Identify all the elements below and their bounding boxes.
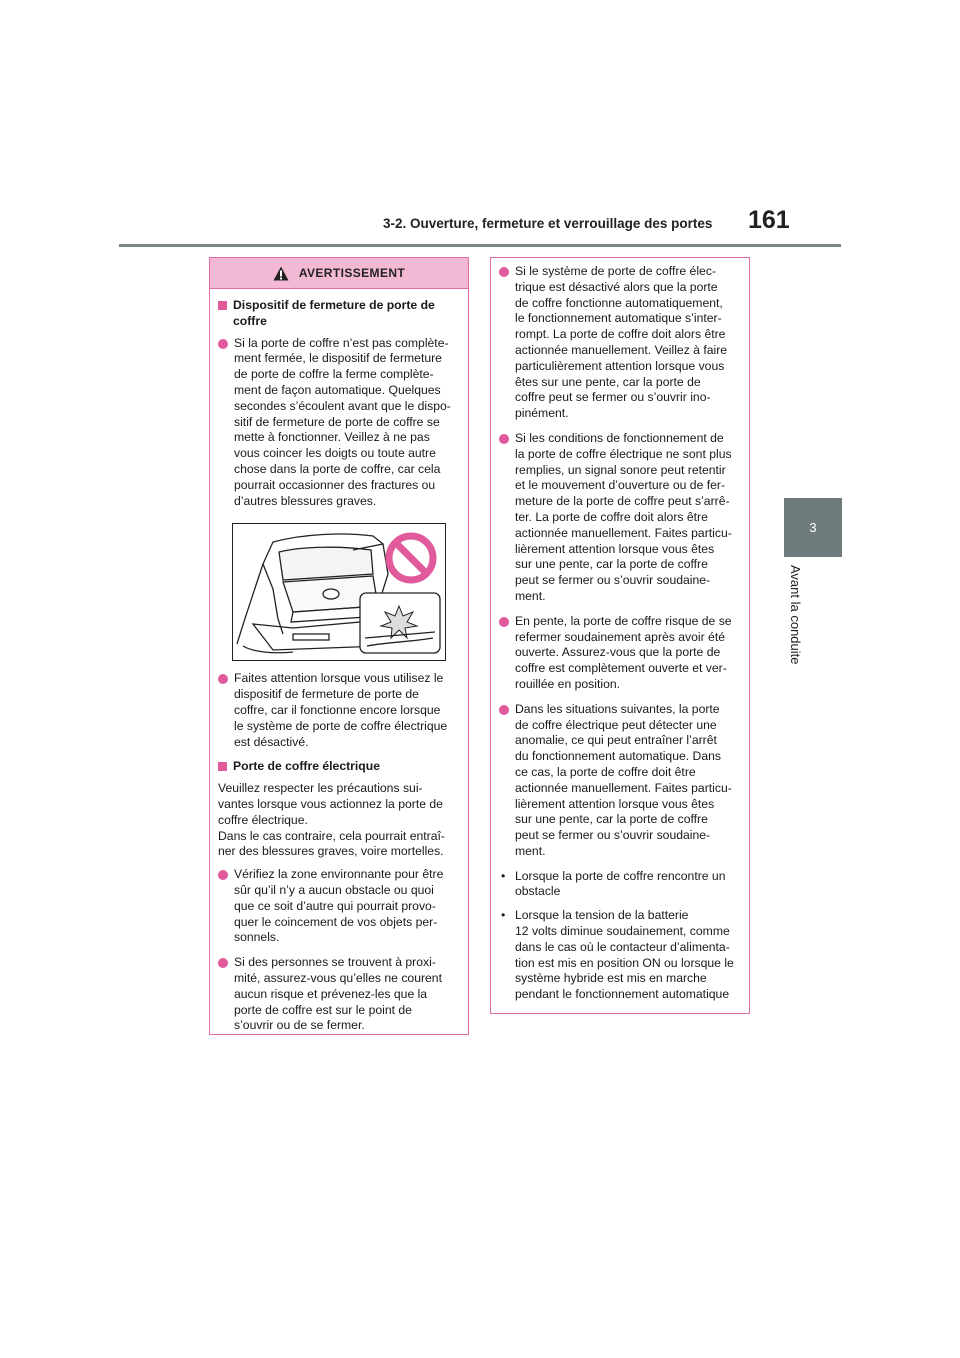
warning-content-right (491, 258, 749, 1003)
list-item (499, 431, 741, 605)
list-item-text: Dans les situations suivantes, la porte de coffre électrique peut détecter une anomalie, ce qui peut entraîner l’arrêt du fonctionnement automatique. Dans ce cas, la porte de coffre doit être actionnée manuellement. Faites particu- lièrement attention lorsque vous êtes sur une pente, car la porte de coffre peut se fermer ou s’ouvrir soudaine- ment. (515, 701, 732, 858)
bullet-dot-icon (499, 705, 509, 715)
header-section-title: 3-2. Ouverture, fermeture et verrouillage des portes (383, 216, 713, 231)
section-title (218, 298, 460, 330)
header-rule (119, 244, 841, 247)
bullet-dot-icon (218, 339, 228, 349)
prohibited-sign-icon (385, 532, 437, 584)
section-title (218, 759, 460, 775)
chapter-tab[interactable] (784, 498, 842, 557)
sub-list-item (501, 908, 741, 1003)
bullet-dot-icon (499, 267, 509, 277)
sub-bullet-marker: • (501, 908, 506, 923)
bullet-dot-icon (499, 617, 509, 627)
chapter-label: Avant la conduite (788, 565, 803, 665)
warning-triangle-icon (273, 266, 289, 281)
list-item-text: Si la porte de coffre n’est pas complète- ment fermée, le dispositif de fermeture de porte de coffre la ferme complète- ment de façon automatique. Quelques secondes s’écoulent avant que le dispo- sitif de fermeture de porte de coffre se mette à fonctionner. Veillez à ne pas vous coincer les doigts ou toute autre chose dans la porte de coffre, car cela pourrait occasionner des fractures ou d’autres blessures graves. (234, 335, 451, 508)
bullet-dot-icon (218, 674, 228, 684)
tailgate-warning-illustration (232, 523, 446, 661)
chapter-label-wrap (748, 565, 878, 665)
sub-list-item-text: Lorsque la porte de coffre rencontre un obstacle (515, 868, 726, 899)
list-item-text: Si les conditions de fonctionnement de la porte de coffre électrique ne sont plus remplies, un signal sonore peut retentir et le mouvement d’ouverture ou de fer- meture de la porte de coffre peut s’arrê- ter. La porte de coffre doit alors être actionnée manuellement. Faites particu- lièrement attention lorsque vous êtes sur une pente, car la porte de coffre peut se fermer ou s’ouvrir soudaine- ment. (515, 430, 732, 603)
bullet-dot-icon (499, 434, 509, 444)
warning-content-left (210, 289, 468, 1034)
paragraph: Veuillez respecter les précautions sui- vantes lorsque vous actionnez la porte de coffre électrique. Dans le cas contraire, cela pourrait entraî- ner des blessures graves, voire mortelles. (218, 781, 445, 859)
sub-list-item-text: Lorsque la tension de la batterie 12 volts diminue soudainement, comme dans le cas où le contacteur d’alimenta- tion est mis en position ON ou lorsque le système hybride est mis en marche pendant le fonctionnement automatique (515, 908, 734, 1002)
list-item-text: Faites attention lorsque vous utilisez le dispositif de fermeture de porte de coffre, car il fonctionne encore lorsque le système de porte de coffre électrique est désactivé. (234, 671, 448, 749)
warning-box-right (490, 257, 750, 1014)
list-item-text: Vérifiez la zone environnante pour être sûr qu’il n’y a aucun obstacle ou quoi que ce soit d’autre qui pourrait provo- quer le coincement de vos objets per- sonnels. (234, 867, 444, 945)
sub-bullet-marker: • (501, 868, 506, 883)
list-item (499, 264, 741, 422)
square-bullet-icon (218, 301, 227, 310)
list-item-text: En pente, la porte de coffre risque de se refermer soudainement après avoir été ouverte. Assurez-vous que la porte de coffre est complètement ouverte et ver- rouillée en position. (515, 613, 732, 691)
warning-header (210, 258, 468, 289)
list-item-text: Si le système de porte de coffre élec- trique est désactivé alors que la porte de coffre fonctionne automatiquement, le fonctionnement automatique s’inter- rompt. La porte de coffre doit alors être actionnée manuellement. Veillez à faire particulièrement attention lorsque vous êtes sur une pente, car la porte de coffre peut se fermer ou s’ouvrir ino- pinément. (515, 264, 728, 421)
list-item (499, 614, 741, 693)
warning-label: AVERTISSEMENT (298, 266, 406, 280)
list-item (218, 336, 460, 510)
list-item (218, 671, 460, 750)
bullet-dot-icon (218, 958, 228, 968)
section-title-text: Dispositif de fermeture de porte de coffre (233, 298, 435, 328)
list-item (218, 867, 460, 946)
square-bullet-icon (218, 762, 227, 771)
list-item-text: Si des personnes se trouvent à proxi- mité, assurez-vous qu’elles ne courent aucun risque et prévenez-les que la porte de coffre est sur le point de s’ouvrir ou de se fermer. (234, 955, 442, 1033)
list-item (499, 702, 741, 860)
page-number: 161 (748, 206, 790, 234)
bullet-dot-icon (218, 870, 228, 880)
chapter-number: 3 (809, 520, 817, 535)
warning-box-left (209, 257, 469, 1035)
sub-list-item (501, 869, 741, 901)
list-item (218, 955, 460, 1034)
pinch-detail-icon (359, 592, 441, 654)
section-title-text: Porte de coffre électrique (233, 759, 380, 774)
